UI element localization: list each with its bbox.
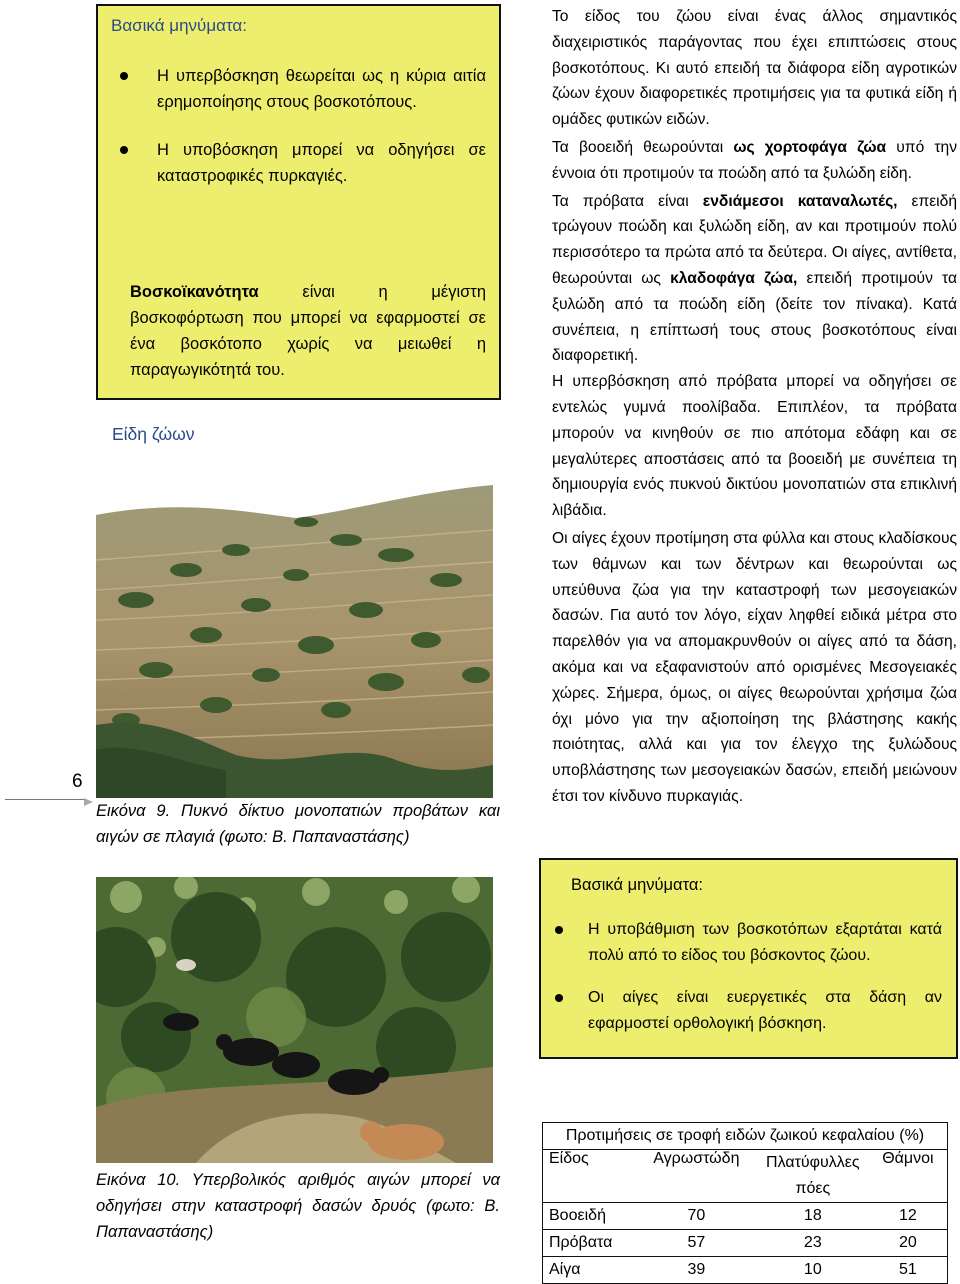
table-cell: 10 [757, 1257, 869, 1284]
paragraph-overgrazing: Η υπερβόσκηση από πρόβατα μπορεί να οδηγήσει σε εντελώς γυμνά ποολίβαδα. Επιπλέον, τα πρόβατα μπορούν να κινηθούν σε πιο απότομα εδάφη και σε μεγαλύτερες αποστάσεις από τα βοοειδή με συνέπεια τη δημιουργία ενός πυκνού δικτύου μονοπατιών στα επικλινή λιβάδια. [552, 373, 957, 520]
text-run: επειδή προτιμούν τα ξυλώδη από τα ποώδη είδη (δείτε τον πίνακα). Κατά συνέπεια, η επίπτωσή τους στους βοσκοτόπους είναι διαφορετική. [552, 269, 957, 365]
table-cell: 12 [869, 1203, 948, 1230]
preferences-table [542, 1122, 948, 1284]
text-run: υπό την έννοια ότι προτιμούν τα ποώδη από τα ξυλώδη είδη. [552, 138, 957, 182]
paragraph-cattle [552, 135, 957, 187]
bold-term: κλαδοφάγα ζώα, [670, 269, 798, 287]
key-messages-box-1 [96, 4, 501, 400]
table-header-cell: Αγρωστώδη [636, 1150, 757, 1203]
photo2-caption: Εικόνα 10. Υπερβολικός αριθμός αιγών μπορεί να οδηγήσει στην καταστροφή δασών δρυός (φωτο: Β. Παπαναστάσης) [96, 1171, 500, 1241]
key-messages-box-2 [539, 858, 958, 1059]
goats-photo-image [96, 877, 493, 1163]
table-cell: 51 [869, 1257, 948, 1284]
bullet-text: Η υποβόσκηση μπορεί να οδηγήσει σε καταστροφικές πυρκαγιές. [157, 141, 486, 185]
bullet-item [541, 917, 942, 969]
bullet-list [110, 63, 486, 189]
table-header-cell: Θάμνοι [869, 1150, 948, 1203]
photo-hillside-trails [96, 470, 493, 798]
box-title: Βασικά μηνύματα: [571, 876, 703, 894]
bullet-icon [120, 72, 128, 80]
bullet-text: Οι αίγες είναι ευεργετικές στα δάση αν εφαρμοστεί ορθολογική βόσκηση. [588, 989, 942, 1032]
bold-term: ενδιάμεσοι καταναλωτές, [702, 192, 898, 210]
definition-text: είναι η μέγιστη βοσκοφόρτωση που μπορεί να εφαρμοστεί σε ένα βοσκότοπο χωρίς να μειωθεί η παραγωγικότητά του. [130, 283, 486, 379]
table-cell: 39 [636, 1257, 757, 1284]
table-title-row [543, 1123, 948, 1150]
table-cell: 23 [757, 1230, 869, 1257]
table-row [543, 1257, 948, 1284]
paragraph-goats: Οι αίγες έχουν προτίμηση στα φύλλα και στους κλαδίσκους των θάμνων και των δέντρων και θεωρούνται ως υπεύθυνα ζώα για την καταστροφή των μεσογειακών δασών. Για αυτό τον λόγο, είχαν ληφθεί ειδικά μέτρα στο παρελθόν για να απομακρυνθούν οι αίγες από τα δάση, ακόμα και να εξαφανιστούν από ορισμένες Μεσογειακές χώρες. Σήμερα, όμως, οι αίγες θεωρούνται χρήσιμα ζώα όχι μόνο για την αξιοποίηση της βλάστησης κακής ποιότητας, αλλά και για τον έλεγχο της ξυλώδους υποβλάστησης των μεσογειακών δασών, επειδή μειώνουν έτσι τον κίνδυνο πυρκαγιάς. [552, 529, 957, 805]
table-cell: 18 [757, 1203, 869, 1230]
bold-term: ως χορτοφάγα ζώα [733, 138, 887, 156]
hillside-photo-image [96, 470, 493, 798]
text-run: Τα βοοειδή θεωρούνται [552, 138, 734, 156]
table-header-cell: Πλατύφυλλες πόες [757, 1150, 869, 1203]
bullet-text: Η υποβάθμιση των βοσκοτόπων εξαρτάται κατά πολύ από το είδος του βόσκοντος ζώου. [588, 921, 942, 964]
body-text [552, 4, 957, 810]
table-row [543, 1230, 948, 1257]
text-run: επειδή τρώγουν ποώδη και ξυλώδη είδη, αν και προτιμούν πολύ περισσότερο τα πρώτα από τα δεύτερα. Οι αίγες, αντίθετα, θεωρούνται ως [552, 192, 958, 287]
box-title: Βασικά μηνύματα: [111, 16, 247, 35]
text-run: Τα πρόβατα είναι [552, 192, 703, 210]
bullet-list [541, 917, 942, 1037]
bullet-icon [555, 994, 563, 1002]
bullet-item [541, 985, 942, 1037]
table-cell: 70 [636, 1203, 757, 1230]
definition [130, 279, 486, 383]
caption-arrow-icon [84, 798, 93, 806]
definition-term: Βοσκοϊκανότητα [130, 283, 259, 301]
page-divider-line [5, 799, 85, 800]
paragraph-sheep-goats [552, 189, 957, 370]
table-row [543, 1203, 948, 1230]
table-header-cell: Είδος [543, 1150, 636, 1203]
table-cell: Βοοειδή [543, 1203, 636, 1230]
photo-goats-forest [96, 877, 493, 1163]
bullet-item [110, 137, 486, 189]
page-number: 6 [72, 771, 83, 792]
bullet-text: Η υπερβόσκηση θεωρείται ως η κύρια αιτία ερημοποίησης στους βοσκοτόπους. [157, 67, 486, 111]
table-cell: 20 [869, 1230, 948, 1257]
photo1-caption: Εικόνα 9. Πυκνό δίκτυο μονοπατιών προβάτων και αιγών σε πλαγιά (φωτο: Β. Παπαναστάσης) [96, 802, 500, 846]
table-cell: Αίγα [543, 1257, 636, 1284]
bullet-icon [555, 926, 563, 934]
bullet-item [110, 63, 486, 115]
paragraph-intro: Το είδος του ζώου είναι ένας άλλος σημαντικός διαχειριστικός παράγοντας που έχει επιπτώσεις στους βοσκοτόπους. Κι αυτό επειδή τα διάφορα είδη αγροτικών ζώων έχουν διαφορετικές προτιμήσεις για τα φυτικά είδη ή ομάδες φυτικών ειδών. [552, 8, 957, 129]
table-title: Προτιμήσεις σε τροφή ειδών ζωικού κεφαλαίου (%) [543, 1123, 948, 1150]
preferences-table-container [542, 1122, 948, 1284]
section-heading: Είδη ζώων [112, 424, 195, 444]
table-cell: Πρόβατα [543, 1230, 636, 1257]
table-cell: 57 [636, 1230, 757, 1257]
bullet-icon [120, 146, 128, 154]
table-header-row [543, 1150, 948, 1203]
